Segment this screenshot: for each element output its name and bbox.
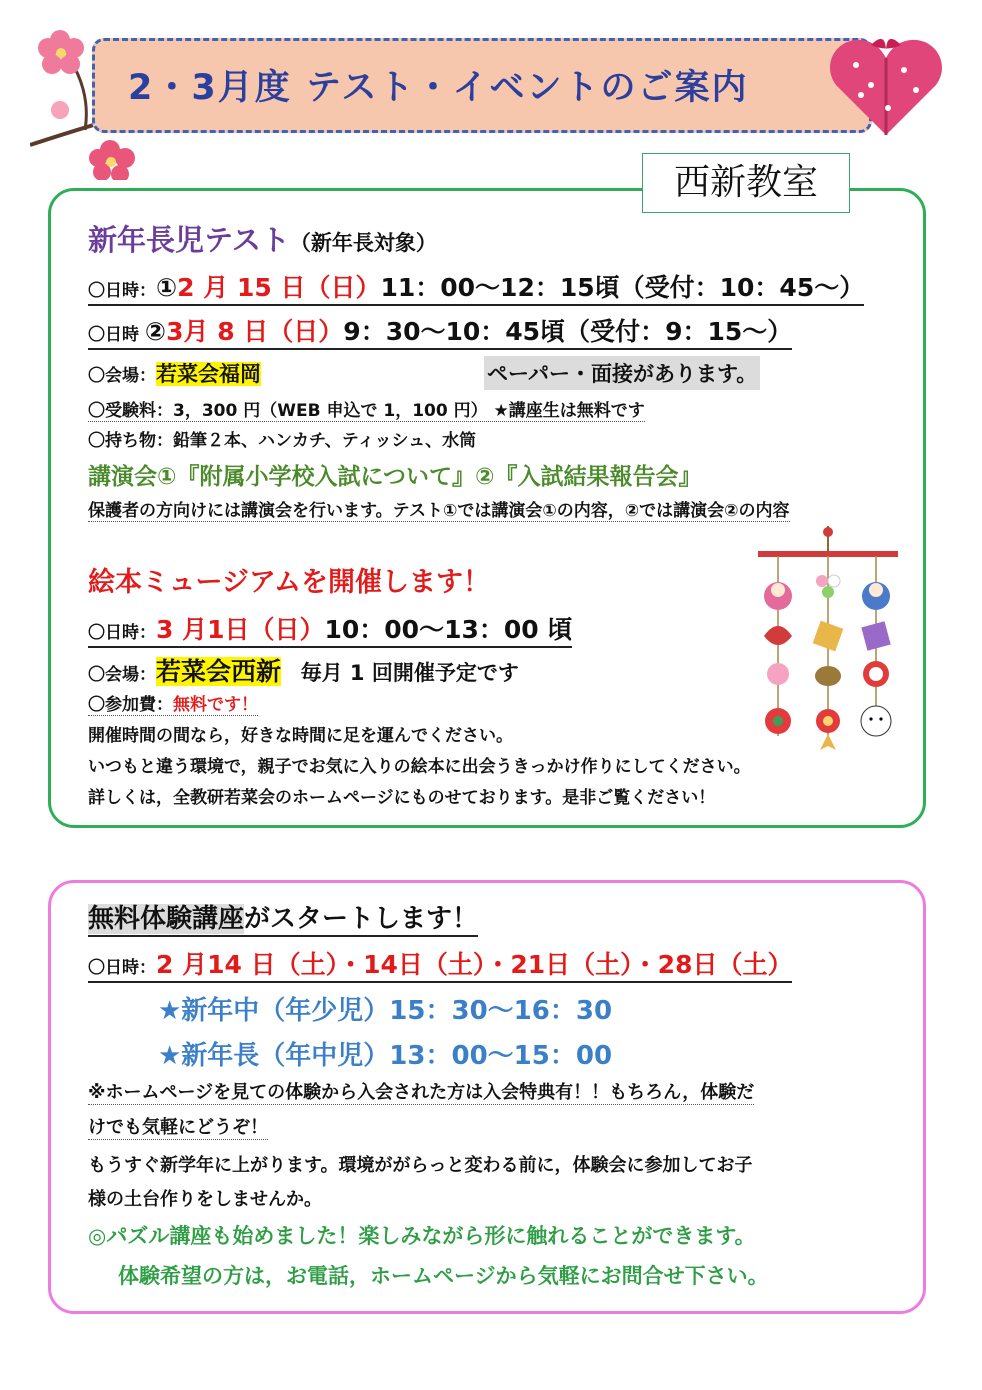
test-section-title: 新年長児テスト（新年長対象） (88, 223, 437, 257)
classroom-label: 西新教室 (642, 153, 850, 213)
trial-section-title: 無料体験講座がスタートします！ (88, 898, 478, 937)
test-fee: 〇受験料：3，300 円（WEB 申込で 1，100 円） ★講座生は無料です (88, 396, 645, 422)
museum-desc-2: いつもと違う環境で，親子でお気に入りの絵本に出会うきっかけ作りにしてください。 (88, 757, 751, 777)
trial-slot-2: ★新年長（年中児）13：00～15：00 (158, 1041, 613, 1071)
puzzle-note-2: 体験希望の方は，お電話，ホームページから気軽にお問合せ下さい。 (118, 1264, 769, 1288)
test-date-1: 〇日時：①2 月 15 日（日）11：00～12：15頃（受付：10：45～） (88, 268, 864, 306)
trial-dates: 〇日時：2 月14 日（土）・14日（土）・21日（土）・28日（土） (88, 945, 792, 983)
test-venue: 〇会場：若菜会福岡 (88, 362, 261, 386)
museum-desc-3: 詳しくは，全教研若菜会のホームページにものせております。是非ご覧ください！ (88, 788, 716, 808)
lecture-desc: 保護者の方向けには講演会を行います。テスト①では講演会①の内容，②では講演会②の内容 (88, 496, 790, 522)
trial-desc-2: 様の土台作りをしませんか。 (88, 1189, 322, 1210)
museum-desc-1: 開催時間の間なら，好きな時間に足を運んでください。 (88, 726, 513, 746)
heart-gift-icon (826, 30, 946, 140)
museum-section-title: 絵本ミュージアムを開催します！ (88, 567, 491, 598)
museum-venue: 〇会場：若菜会西新 毎月 1 回開催予定です (88, 657, 519, 686)
test-date-2: 〇日時 ②3月 8 日（日）9：30～10：45頃（受付：9：15～） (88, 312, 792, 350)
puzzle-note-1: ◎パズル講座も始めました！楽しみながら形に触れることができます。 (88, 1224, 756, 1248)
hina-mobile-icon (748, 526, 908, 756)
trial-note-1: ※ホームページを見ての体験から入会された方は入会特典有！！もちろん，体験だ (88, 1078, 754, 1105)
lecture-title: 講演会①『附属小学校入試について』②『入試結果報告会』 (88, 464, 702, 490)
test-items: 〇持ち物：鉛筆２本、ハンカチ、ティッシュ、水筒 (88, 431, 477, 451)
museum-date: 〇日時：3 月1日（日）10：00～13：00 頃 (88, 610, 572, 648)
test-note: ペーパー・面接があります。 (484, 356, 760, 390)
trial-note-2: けでも気軽にどうぞ！ (88, 1113, 268, 1140)
museum-fee: 〇参加費：無料です！ (88, 690, 258, 716)
page-title: 2・3月度 テスト・イベントのご案内 (128, 68, 749, 108)
trial-desc-1: もうすぐ新学年に上がります。環境ががらっと変わる前に，体験会に参加してお子 (88, 1155, 753, 1176)
trial-slot-1: ★新年中（年少児）15：30～16：30 (158, 996, 613, 1026)
